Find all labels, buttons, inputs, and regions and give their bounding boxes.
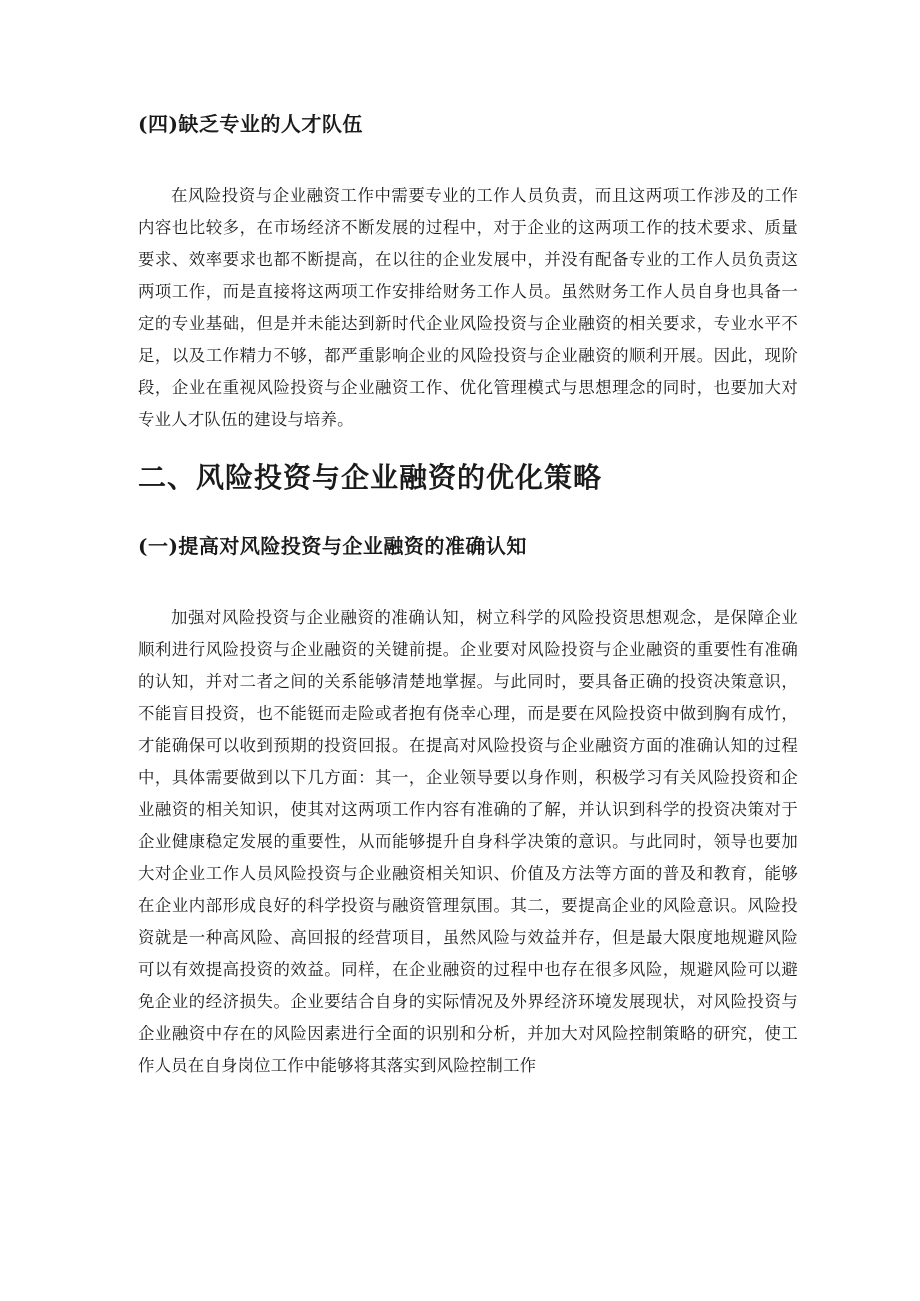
chapter-two-title: 二、风险投资与企业融资的优化策略 [138,461,603,494]
document-page [138,96,798,1082]
section-one-paragraph: 加强对风险投资与企业融资的准确认知，树立科学的风险投资思想观念，是保障企业顺利进行风险投资与企业融资的关键前提。企业要对风险投资与企业融资的重要性有准确的认知，并对二者之间的关系能够清楚地掌握。与此同时，要具备正确的投资决策意识，不能盲目投资，也不能铤而走险或者抱有侥幸心理，而是要在风险投资中做到胸有成竹，才能确保可以收到预期的投资回报。在提高对风险投资与企业融资方面的准确认知的过程中，具体需要做到以下几方面：其一，企业领导要以身作则，积极学习有关风险投资和企业融资的相关知识，使其对这两项工作内容有准确的了解，并认识到科学的投资决策对于企业健康稳定发展的重要性，从而能够提升自身科学决策的意识。与此同时，领导也要加大对企业工作人员风险投资与企业融资相关知识、价值及方法等方面的普及和教育，能够在企业内部形成良好的科学投资与融资管理氛围。其二，要提高企业的风险意识。风险投资就是一种高风险、高回报的经营项目，虽然风险与效益并存，但是最大限度地规避风险可以有效提高投资的效益。同样，在企业融资的过程中也存在很多风险，规避风险可以避免企业的经济损失。企业要结合自身的实际情况及外界经济环境发展现状，对风险投资与企业融资中存在的风险因素进行全面的识别和分析，并加大对风险控制策略的研究，使工作人员在自身岗位工作中能够将其落实到风险控制工作 [138,608,798,1075]
section-four-paragraph: 在风险投资与企业融资工作中需要专业的工作人员负责，而且这两项工作涉及的工作内容也比较多，在市场经济不断发展的过程中，对于企业的这两项工作的技术要求、质量要求、效率要求也都不断提高，在以往的企业发展中，并没有配备专业的工作人员负责这两项工作，而是直接将这两项工作安排给财务工作人员。虽然财务工作人员自身也具备一定的专业基础，但是并未能达到新时代企业风险投资与企业融资的相关要求，专业水平不足，以及工作精力不够，都严重影响企业的风险投资与企业融资的顺利开展。因此，现阶段，企业在重视风险投资与企业融资工作、优化管理模式与思想理念的同时，也要加大对专业人才队伍的建设与培养。 [138,186,798,429]
section-one-title: (一)提高对风险投资与企业融资的准确认知 [138,534,527,558]
section-four-title: (四)缺乏专业的人才队伍 [138,112,363,136]
